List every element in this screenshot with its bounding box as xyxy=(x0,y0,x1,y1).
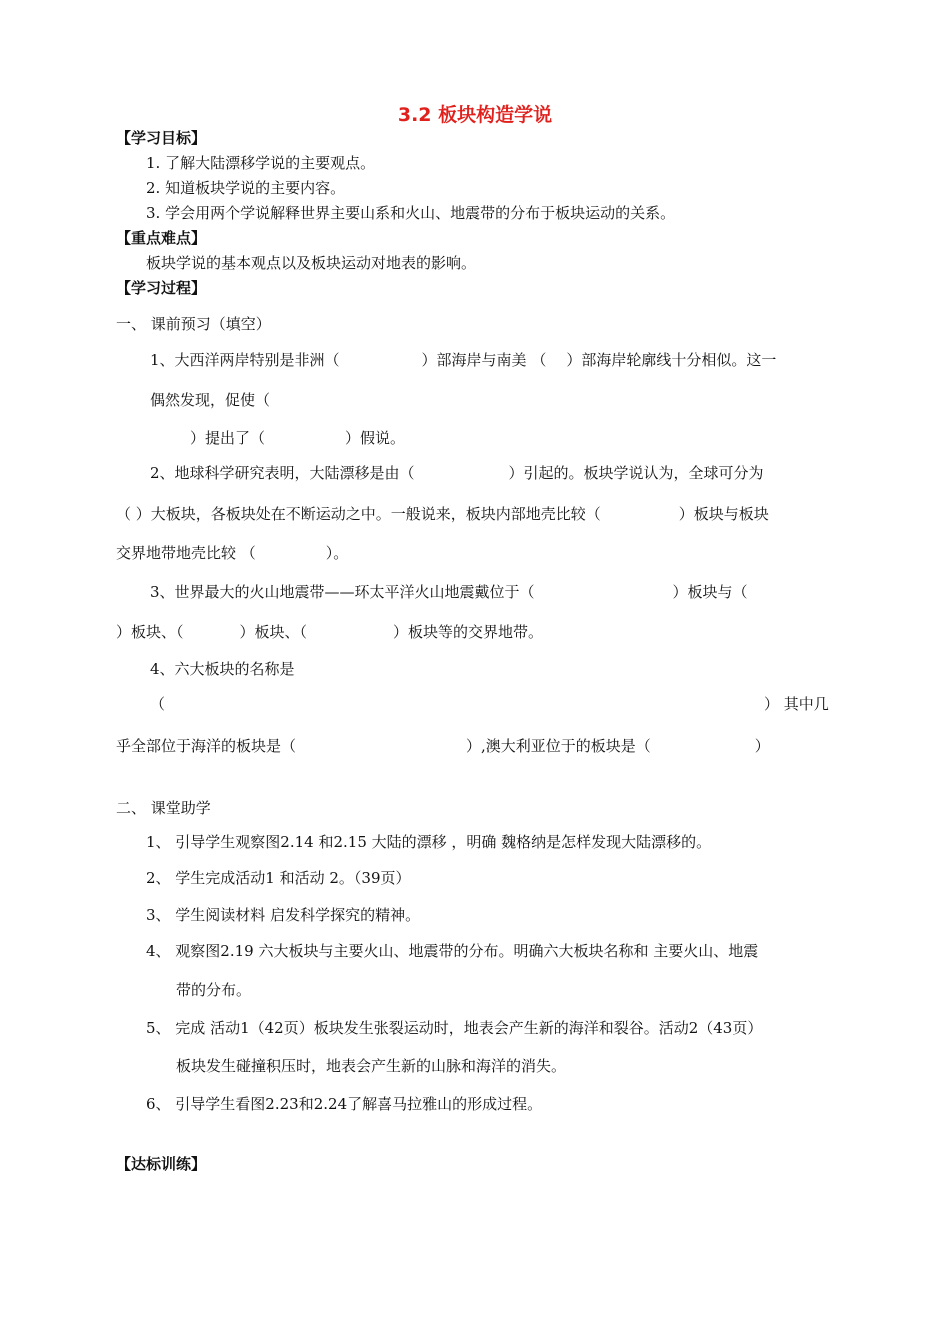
key-points-heading: 【重点难点】 xyxy=(116,229,207,247)
key-points-text: 板块学说的基本观点以及板块运动对地表的影响。 xyxy=(146,254,477,272)
q4-part-c: ） 其中几 xyxy=(764,695,829,713)
classroom-item-5: 5、 完成 活动1（42页）板块发生张裂运动时，地表会产生新的海洋和裂谷。活动2（43页） xyxy=(146,1019,763,1037)
q2-part-c: （ ）大板块，各板块处在不断运动之中。一般说来，板块内部地壳比较（ xyxy=(116,505,601,523)
q2-part-a: 2、地球科学研究表明，大陆漂移是由（ xyxy=(150,464,415,482)
objective-item-3: 3. 学会用两个学说解释世界主要山系和火山、地震带的分布于板块运动的关系。 xyxy=(146,204,676,222)
preview-q2-line3 xyxy=(116,543,348,563)
q4-part-d: 乎全部位于海洋的板块是（ xyxy=(116,737,297,755)
q2-part-d: ）板块与板块 xyxy=(678,505,769,523)
preview-q4-line3 xyxy=(116,736,770,756)
q4-part-a: 4、六大板块的名称是 xyxy=(150,660,295,678)
q4-part-b: （ xyxy=(150,695,166,713)
q1-part-a: 1、大西洋两岸特别是非洲（ xyxy=(150,351,340,369)
page-title: 3.2 板块构造学说 xyxy=(397,104,553,126)
classroom-item-4-cont: 带的分布。 xyxy=(176,981,252,999)
classroom-item-6: 6、 引导学生看图2.23和2.24了解喜马拉雅山的形成过程。 xyxy=(146,1095,543,1113)
classroom-item-1: 1、 引导学生观察图2.14 和2.15 大陆的漂移 ，明确 魏格纳是怎样发现大陆漂移的。 xyxy=(146,833,712,851)
q1-part-e: ）提出了（ xyxy=(190,429,266,447)
q2-part-f: ）。 xyxy=(325,544,349,562)
q3-part-e: ）板块等的交界地带。 xyxy=(393,623,544,641)
classroom-item-5-cont: 板块发生碰撞积压时，地表会产生新的山脉和海洋的消失。 xyxy=(176,1057,567,1075)
preview-q2-line1 xyxy=(150,463,764,483)
preview-q2-line2 xyxy=(116,504,769,524)
preview-q3-line1 xyxy=(150,582,748,602)
classroom-item-4: 4、 观察图2.19 六大板块与主要火山、地震带的分布。明确六大板块名称和 主要火山、地震 xyxy=(146,942,759,960)
training-heading: 【达标训练】 xyxy=(116,1155,207,1173)
q2-part-e: 交界地带地壳比较 （ xyxy=(116,544,256,562)
q3-part-b: ）板块与（ xyxy=(672,583,748,601)
q3-part-a: 3、世界最大的火山地震带——环太平洋火山地震戴位于（ xyxy=(150,583,535,601)
q2-part-b: ）引起的。板块学说认为，全球可分为 xyxy=(508,464,764,482)
process-heading: 【学习过程】 xyxy=(116,279,207,297)
q4-part-e: ）,澳大利亚位于的板块是（ xyxy=(466,737,651,755)
objective-item-2: 2. 知道板块学说的主要内容。 xyxy=(146,179,346,197)
q1-part-d: 偶然发现，促使（ xyxy=(150,391,271,409)
objectives-heading: 【学习目标】 xyxy=(116,129,207,147)
q3-part-d: ）板块、（ xyxy=(239,623,308,641)
q1-part-f: ）假说。 xyxy=(345,429,406,447)
preview-q1-line3 xyxy=(190,428,405,448)
preview-title: 一、 课前预习（填空） xyxy=(116,315,271,333)
classroom-title: 二、 课堂助学 xyxy=(116,799,211,817)
objective-item-1: 1. 了解大陆漂移学说的主要观点。 xyxy=(146,154,376,172)
classroom-item-2: 2、 学生完成活动1 和活动 2。（39页） xyxy=(146,869,411,887)
preview-q3-line2 xyxy=(116,622,543,642)
q1-part-b: ）部海岸与南美 （ xyxy=(421,351,547,369)
q3-part-c: ）板块、（ xyxy=(116,623,184,641)
preview-q1-line1 xyxy=(150,350,776,370)
classroom-item-3: 3、 学生阅读材料 启发科学探究的精神。 xyxy=(146,906,421,924)
q1-part-c: ）部海岸轮廓线十分相似。这一 xyxy=(566,351,777,369)
q4-part-f: ） xyxy=(754,737,770,755)
